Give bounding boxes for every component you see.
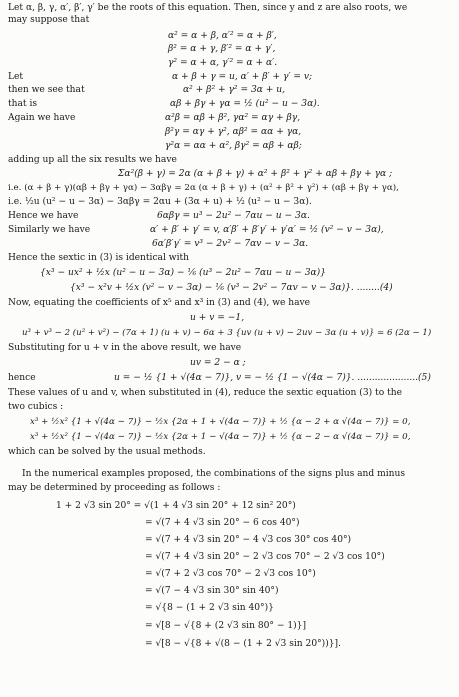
text-line: two cubics : xyxy=(8,402,64,412)
equation: = √(7 + 2 √3 cos 70° − 2 √3 cos 10°) xyxy=(145,569,316,579)
equation: α′ + β′ + γ′ = v, α′β′ + β′γ′ + γ′α′ = ½ (v² − v − 3α), xyxy=(150,225,384,235)
equation: 6α′β′γ′ = v³ − 2v² − 7αv − v − 3α. xyxy=(152,239,309,249)
equation: {x³ − ux² + ½x (u² − u − 3α) − ⅙ (u³ − 2u² − 7αu − u − 3α)} xyxy=(40,268,326,278)
text-line: Let xyxy=(8,72,24,82)
text-line: Now, equating the coefficients of x⁵ and x³ in (3) and (4), we have xyxy=(8,298,311,308)
text-line: may be determined by proceeding as follows : xyxy=(8,483,221,493)
equation: = √[8 − √{8 + √(8 − (1 + 2 √3 sin 20°))}]. xyxy=(145,639,341,649)
equation: = √(7 + 4 √3 sin 20° − 4 √3 cos 30° cos 40°) xyxy=(145,535,352,545)
equation: i.e. ½u (u² − u − 3α) − 3αβγ = 2αu + (3α + u) + ½ (u² − u − 3α). xyxy=(8,197,312,207)
equation: β² = α + γ, β′² = α + γ′, xyxy=(168,44,276,54)
equation: {x³ − x²v + ½x (v² − v − 3α) − ⅙ (v³ − 2v² − 7αv − v − 3α)}. ........(4) xyxy=(70,283,393,293)
text-line: Substituting for u + v in the above result, we have xyxy=(8,343,242,353)
equation: i.e. (α + β + γ)(αβ + βγ + γα) − 3αβγ = 2α (α + β + γ) + (α² + β² + γ²) + (αβ + βγ + γα), xyxy=(8,183,399,193)
text-line: Similarly we have xyxy=(8,225,91,235)
text-line: Let α, β, γ, α′, β′, γ′ be the roots of this equation. Then, since y and z are also roots, we xyxy=(8,3,408,13)
text-line: Hence the sextic in (3) is identical with xyxy=(8,253,189,263)
text-line: These values of u and v, when substituted in (4), reduce the sextic equation (3) to the xyxy=(8,388,402,398)
equation: γ² = α + α, γ′² = α + α′. xyxy=(168,58,278,68)
equation: = √{8 − (1 + 2 √3 sin 40°)} xyxy=(145,603,274,613)
equation: u³ + v³ − 2 (u² + v²) − (7α + 1) (u + v) − 6α + 3 {uv (u + v) − 2uv − 3α (u + v)} = 6 (2α − 1) xyxy=(22,328,432,338)
text-line: In the numerical examples proposed, the combinations of the signs plus and minus xyxy=(22,469,406,479)
equation: = √(7 + 4 √3 sin 20° − 6 cos 40°) xyxy=(145,518,300,528)
equation: uv = 2 − α ; xyxy=(190,358,246,368)
equation: x³ + ½x² {1 − √(4α − 7)} − ½x {2α + 1 − √(4α − 7)} + ½ {α − 2 − α √(4α − 7)} = 0, xyxy=(30,432,411,442)
text-line: may suppose that xyxy=(8,15,90,25)
equation: 6αβγ = u³ − 2u² − 7αu − u − 3α. xyxy=(157,211,310,221)
equation: u = − ½ {1 + √(4α − 7)}, v = − ½ {1 − √(4α − 7)}. .....................(5) xyxy=(114,373,431,383)
equation: α² = α + β, α′² = α + β′, xyxy=(168,31,277,41)
equation: Σα²(β + γ) = 2α (α + β + γ) + α² + β² + γ² + αβ + βγ + γα ; xyxy=(118,169,393,179)
equation: β²γ = αγ + γ², αβ² = αα + γα, xyxy=(165,127,302,137)
text-line: adding up all the six results we have xyxy=(8,155,177,165)
equation: γ²α = αα + α², βγ² = αβ + αβ; xyxy=(165,141,302,151)
equation: = √[8 − √{8 + (2 √3 sin 80° − 1)}] xyxy=(145,621,307,631)
equation: = √(7 + 4 √3 sin 20° − 2 √3 cos 70° − 2 √3 cos 10°) xyxy=(145,552,385,562)
equation: α² + β² + γ² = 3α + u, xyxy=(183,85,286,95)
equation: 1 + 2 √3 sin 20° = √(1 + 4 √3 sin 20° + 12 sin² 20°) xyxy=(56,501,296,511)
text-line: that is xyxy=(8,99,38,109)
equation: x³ + ½x² {1 + √(4α − 7)} − ½x {2α + 1 + √(4α − 7)} + ½ {α − 2 + α √(4α − 7)} = 0, xyxy=(30,417,411,427)
text-line: hence xyxy=(8,373,36,383)
equation: αβ + βγ + γα = ½ (u² − u − 3α). xyxy=(170,99,320,109)
equation: α²β = αβ + β², γα² = αγ + βγ, xyxy=(165,113,301,123)
text-line: then we see that xyxy=(8,85,85,95)
text-line: which can be solved by the usual methods. xyxy=(8,447,206,457)
equation: α + β + γ = u, α′ + β′ + γ′ = v; xyxy=(172,72,313,82)
equation: = √(7 − 4 √3 sin 30° sin 40°) xyxy=(145,586,279,596)
text-line: Hence we have xyxy=(8,211,79,221)
text-line: Again we have xyxy=(8,113,76,123)
equation: u + v = −1, xyxy=(190,313,245,323)
